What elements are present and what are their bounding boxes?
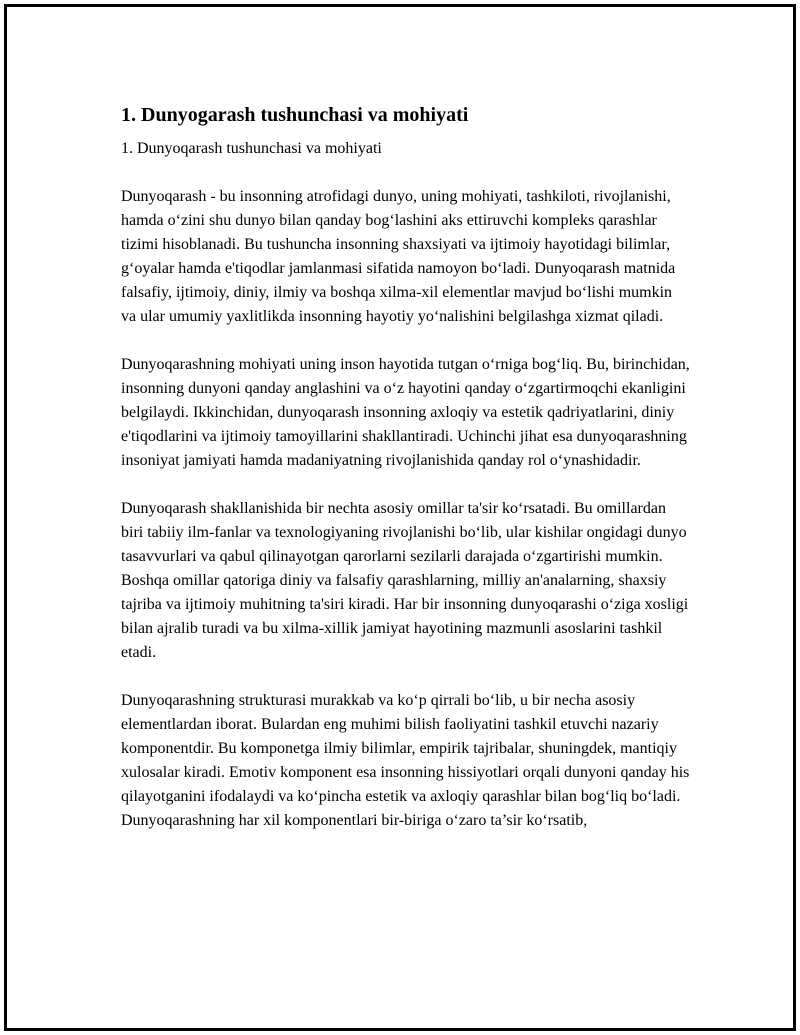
section-subtitle: 1. Dunyoqarash tushunchasi va mohiyati [121, 140, 382, 157]
paragraph-1: Dunyoqarash - bu insonning atrofidagi dunyo, uning mohiyati, tashkiloti, rivojlanishi, hamda o‘zini shu dunyo bilan qanday bog‘lashini aks ettiruvchi kompleks qarashlar tizimi hisoblanadi. Bu tushuncha insonning shaxsiyati va ijtimoiy hayotidagi bilimlar, g‘oyalar hamda e'tiqodlar jamlanmasi sifatida namoyon bo‘ladi. Dunyoqarash matnida falsafiy, ijtimoiy, diniy, ilmiy va boshqa xilma-xil elementlar mavjud bo‘lishi mumkin va ular umumiy yaxlitlikda insonning hayotiy yo‘nalishini belgilashga xizmat qiladi. [121, 188, 676, 325]
page-title: 1. Dunyogarash tushunchasi va mohiyati [121, 104, 469, 126]
paragraph-2: Dunyoqarashning mohiyati uning inson hayotida tutgan o‘rniga bog‘liq. Bu, birinchidan, insonning dunyoni qanday anglashini va o‘z hayotini qanday o‘zgartirmoqchi ekanligini belgilaydi. Ikkinchidan, dunyoqarash insonning axloqiy va estetik qadriyatlarini, diniy e'tiqodlarini va ijtimoiy tamoyillarini shakllantiradi. Uchinchi jihat esa dunyoqarashning insoniyat jamiyati hamda madaniyatning rivojlanishida qanday rol o‘ynashidadir. [121, 356, 690, 469]
paragraph-3: Dunyoqarash shakllanishida bir nechta asosiy omillar ta'sir ko‘rsatadi. Bu omillardan biri tabiiy ilm-fanlar va texnologiyaning rivojlanishi bo‘lib, ular kishilar ongidagi dunyo tasavvurlari va qabul qilinayotgan qarorlarni sezilarli darajada o‘zgartirishi mumkin. Boshqa omillar qatoriga diniy va falsafiy qarashlarning, milliy an'analarning, shaxsiy tajriba va ijtimoiy muhitning ta'siri kiradi. Har bir insonning dunyoqarashi o‘ziga xosligi bilan ajralib turadi va bu xilma-xillik jamiyat hayotining mazmunli asoslarini tashkil etadi. [121, 500, 689, 661]
paragraph-4: Dunyoqarashning strukturasi murakkab va ko‘p qirrali bo‘lib, u bir necha asosiy elementlardan iborat. Bulardan eng muhimi bilish faoliyatini tashkil etuvchi nazariy komponentdir. Bu komponetga ilmiy bilimlar, empirik tajribalar, shuningdek, mantiqiy xulosalar kiradi. Emotiv komponent esa insonning hissiyotlari orqali dunyoni qanday his qilayotganini ifodalaydi va ko‘pincha estetik va axloqiy qarashlar bilan bog‘liq bo‘ladi. Dunyoqarashning har xil komponentlari bir-biriga o‘zaro ta’sir ko‘rsatib, [121, 692, 690, 829]
document-body [121, 87, 691, 833]
document-page [4, 4, 796, 1031]
